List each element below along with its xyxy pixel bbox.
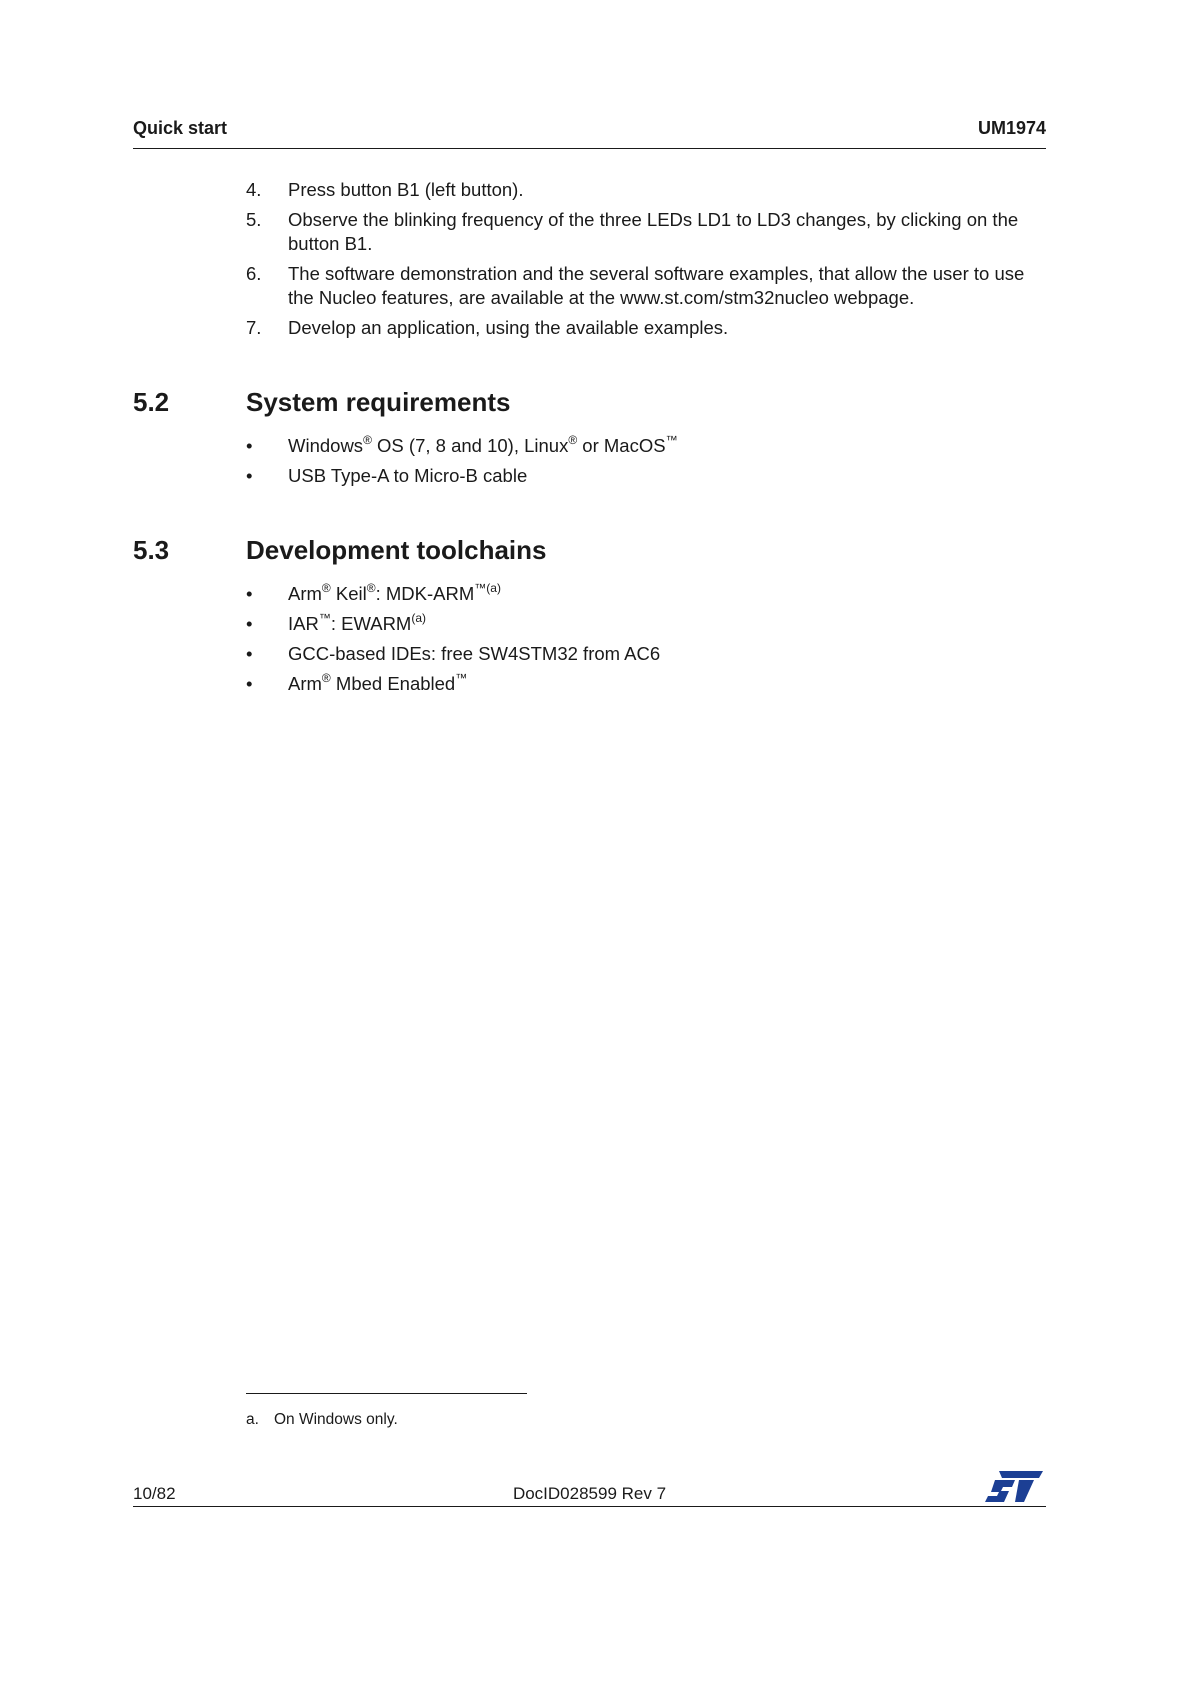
- trademark-mark: ™: [665, 433, 678, 447]
- text-run: IAR: [288, 613, 319, 634]
- step-number: 4.: [246, 179, 262, 200]
- trademark-mark: ®: [366, 581, 376, 595]
- step-number: 5.: [246, 209, 262, 230]
- section-title: Development toolchains: [246, 535, 547, 565]
- footnote-rule: [246, 1393, 527, 1394]
- text-run: OS (7, 8 and 10), Linux: [371, 435, 569, 456]
- text-run: : MDK-ARM: [375, 583, 475, 604]
- header-document-id: UM1974: [977, 118, 1046, 138]
- footnote-mark: (a): [411, 611, 427, 625]
- section-number: 5.2: [133, 387, 170, 417]
- trademark-mark: ™: [318, 611, 331, 625]
- header-section-title: Quick start: [133, 118, 228, 138]
- trademark-mark: ®: [321, 581, 331, 595]
- st-logo-icon: [985, 1471, 1043, 1503]
- text-run: Arm: [288, 583, 322, 604]
- bullet-text: [288, 434, 678, 458]
- step-text: The software demonstration and the several software examples, that allow the user to use the Nucleo features, are available at the www.st.com/stm32nucleo webpage.: [288, 263, 1025, 308]
- trademark-mark: ®: [568, 433, 578, 447]
- page-number: 10/82: [133, 1484, 176, 1503]
- bullet-icon: •: [246, 583, 253, 604]
- text-run: or MacOS: [577, 435, 666, 456]
- text-run: Mbed Enabled: [330, 673, 456, 694]
- step-number: 6.: [246, 263, 262, 284]
- bullet-icon: •: [246, 465, 253, 486]
- bullet-text: [288, 582, 501, 606]
- text-run: Arm: [288, 673, 322, 694]
- bullet-icon: •: [246, 613, 253, 634]
- trademark-footnote-mark: ™(a): [474, 581, 501, 595]
- bullet-icon: •: [246, 435, 253, 456]
- document-revision: DocID028599 Rev 7: [512, 1484, 667, 1503]
- trademark-mark: ®: [363, 433, 372, 447]
- bullet-text: [288, 642, 660, 666]
- text-run: : EWARM: [330, 613, 412, 634]
- section-title: System requirements: [246, 387, 511, 417]
- footnote-text: On Windows only.: [274, 1411, 398, 1428]
- text-run: Windows: [288, 435, 364, 456]
- step-number: 7.: [246, 317, 262, 338]
- trademark-mark: ®: [321, 671, 331, 685]
- footnote-mark: a.: [246, 1411, 259, 1428]
- footer-rule: [133, 1506, 1046, 1507]
- header-rule: [133, 148, 1046, 149]
- bullet-icon: •: [246, 673, 253, 694]
- bullet-icon: •: [246, 643, 253, 664]
- bullet-text: [288, 672, 467, 696]
- bullet-text: [288, 464, 527, 488]
- trademark-mark: ™: [455, 671, 468, 685]
- text-run: Keil: [330, 583, 367, 604]
- text-run: USB Type-A to Micro-B cable: [288, 465, 528, 486]
- step-text: Press button B1 (left button).: [288, 179, 524, 200]
- section-number: 5.3: [133, 535, 170, 565]
- text-run: GCC-based IDEs: free SW4STM32 from AC6: [288, 643, 661, 664]
- step-text: Develop an application, using the available examples.: [288, 317, 729, 338]
- step-text: Observe the blinking frequency of the three LEDs LD1 to LD3 changes, by clicking on the button B1.: [288, 209, 1019, 254]
- bullet-text: [288, 612, 426, 636]
